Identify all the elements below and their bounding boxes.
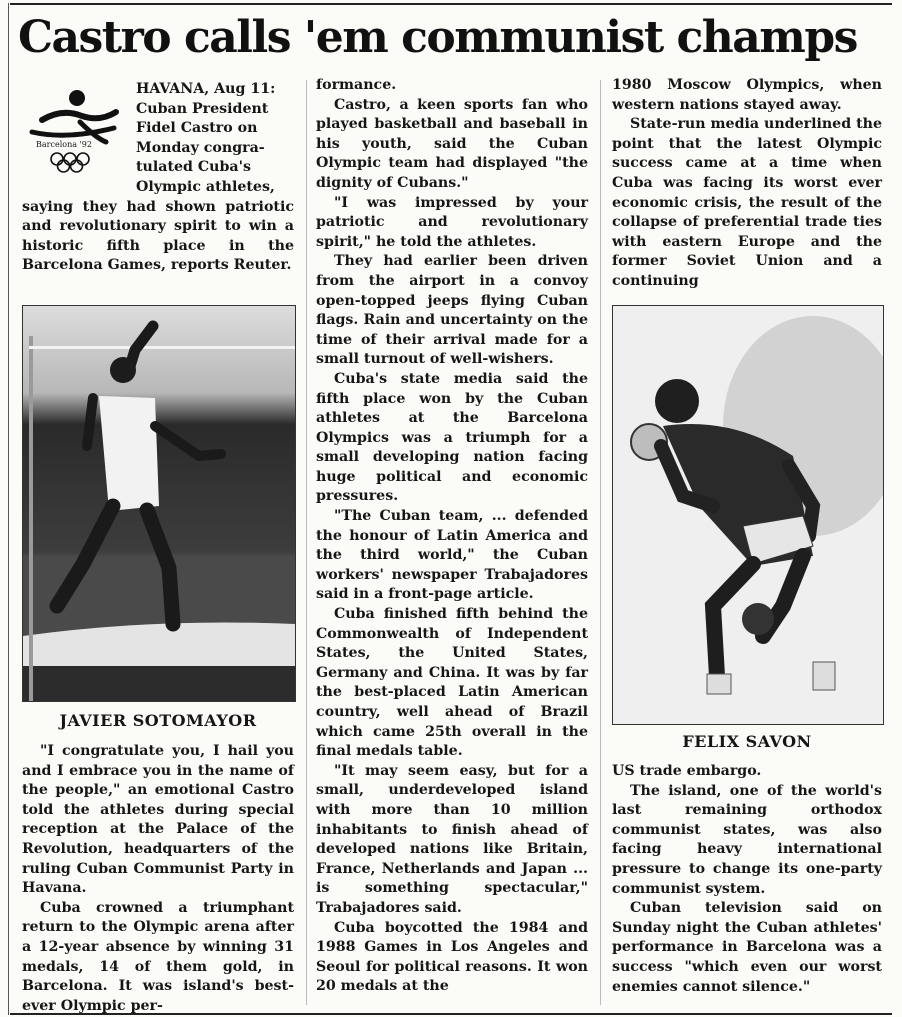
logo-label: Barcelona '92 [36,140,92,149]
paragraph: "It may seem easy, but for a small, underdeveloped island with more than 10 million inhabitants to finish ahead of developed nations like Britain, France, Netherlands and Japan ... is something spectacular," Trabajadores said. [316,762,588,916]
lead-rest: saying they had shown patriotic and revolutionary spirit to win a historic fifth place in the Barcelona Games, reports Reuter. [22,198,294,274]
photo-caption-savon: FELIX SAVON [682,732,812,751]
headline: Castro calls 'em communist champs [18,12,857,63]
lead-paragraph [22,80,294,276]
column-2 [316,76,588,997]
dateline-line: Olympic athletes, [136,178,275,195]
paragraph: Cuba finished fifth behind the Commonwealth of Independent States, the United States, Germany and China. It was by far the best-placed Latin American country, well ahead of Brazil which came 25th overall in the final medals table. [316,606,588,760]
paragraph: formance. [316,77,397,93]
barcelona-92-olympic-logo-icon [22,82,130,178]
paragraph: "I congratulate you, I hail you and I embrace you in the name of the people," an emotional Castro told the athletes during special reception at the Palace of the Revolution, headquarters of the ruling Cuban Communist Party in Havana. [22,743,294,897]
boxer-photo [612,305,884,725]
paragraph: Cuba boycotted the 1984 and 1988 Games in Los Angeles and Seoul for political reasons. It won 20 medals at the [316,919,588,995]
paragraph: Cuba crowned a triumphant return to the Olympic arena after a 12-year absence by winning 31 medals, 14 of them gold, in Barcelona. It was island's best-ever Olympic per- [22,899,294,1014]
paragraph: 1980 Moscow Olympics, when western nations stayed away. [612,77,882,113]
dateline-line: HAVANA, Aug 11: [136,81,276,97]
paragraph: They had earlier been driven from the airport in a convoy open-topped jeeps flying Cuban flags. Rain and uncertainty on the time of their arrival made for a small turnout of well-wishers. [316,253,588,368]
left-rule [8,3,9,1015]
dateline-line: Monday congra- [136,139,265,156]
dateline-line: tulated Cuba's [136,159,251,176]
column-1-body [22,742,294,1016]
paragraph: The island, one of the world's last remaining orthodox communist states, was also facing heavy international pressure to change its one-party communist system. [612,782,882,897]
high-jumper-photo [22,305,296,702]
paragraph: "I was impressed by your patriotic and revolutionary spirit," he told the athletes. [316,194,588,250]
paragraph: Cuban television said on Sunday night the Cuban athletes' performance in Barcelona was a success "which even our worst enemies cannot silence." [612,900,882,995]
column-3 [612,76,882,292]
paragraph: Cuba's state media said the fifth place won by the Cuban athletes at the Barcelona Olympics was a triumph for a small developing nation facing huge political and economic pressures. [316,370,588,505]
photo-caption-sotomayor: JAVIER SOTOMAYOR [59,711,257,730]
paragraph: State-run media underlined the point that the latest Olympic success came at a time when Cuba was facing its worst ever economic crisis, the result of the collapse of preferential trade ties with eastern Europe and the former Soviet Union and a continuing [612,116,882,289]
paragraph: Castro, a keen sports fan who played basketball and baseball in his youth, said the Cuban Olympic team had displayed "the dignity of Cubans." [316,96,588,191]
column-divider [306,80,307,1005]
dateline-line: Fidel Castro on [136,120,258,137]
column-1 [22,80,294,276]
paragraph: "The Cuban team, ... defended the honour of Latin America and the third world," the Cuban workers' newspaper Trabajadores said in a front-page article. [316,508,588,603]
paragraph: US trade embargo. [612,763,762,779]
column-divider [600,80,601,1005]
column-3-body [612,762,882,997]
top-rule [10,3,892,5]
dateline-line: Cuban President [136,100,269,117]
